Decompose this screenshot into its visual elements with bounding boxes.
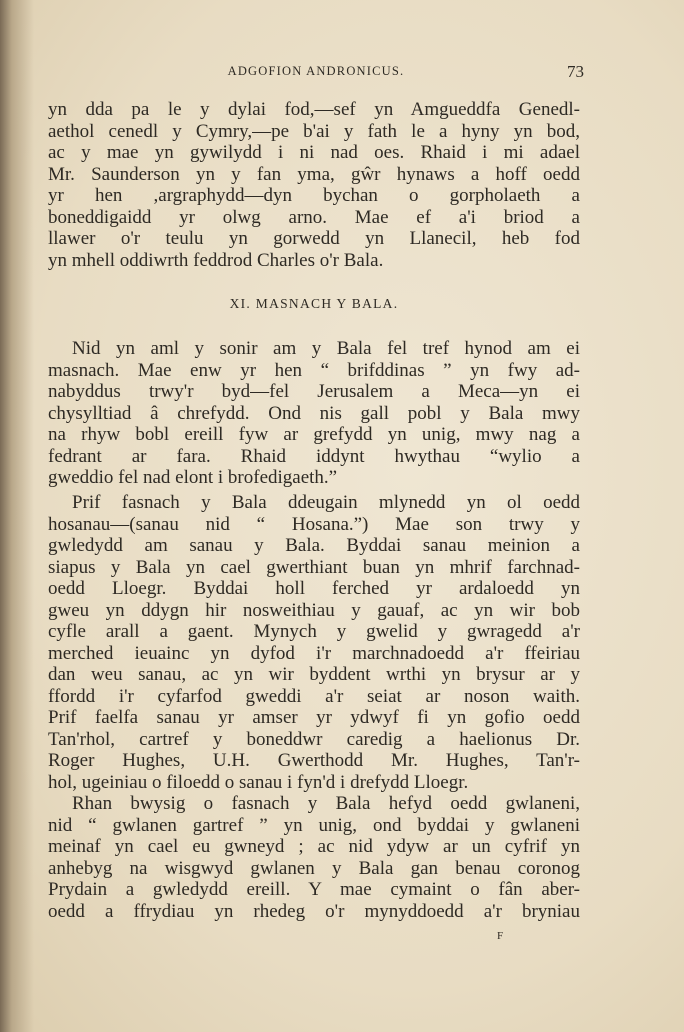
text-line: na rhyw bobl ereill fyw ar grefydd yn unig, mwy nag a [48,424,580,445]
text-line: nabyddus trwy'r byd—fel Jerusalem a Meca—yn ei [48,381,580,402]
text-line: llawer o'r teulu yn gorwedd yn Llanecil, heb fod [48,228,580,249]
text-line: merched ieuainc yn dyfod i'r marchnadoedd a'r ffeiriau [48,642,580,664]
text-line: Tan'rhol, cartref y boneddwr caredig a haelionus Dr. [48,728,580,750]
text-line: fedrant ar fara. Rhaid iddynt hwythau “wylio a [48,445,580,467]
spine-shadow [0,0,34,1032]
paragraph-2 [48,492,580,793]
text-line: hosanau—(sanau nid “ Hosana.”) Mae son trwy y [48,513,580,535]
text-line: oedd Lloegr. Byddai holl ferched yr ardaloedd yn [48,578,580,599]
text-line: meinaf yn cael eu gwneyd ; ac nid ydyw ar un cyfrif yn [48,836,580,857]
text-line: Prif faelfa sanau yr amser yr ydwyf fi yn gofio oedd [48,707,580,728]
page-number: 73 [567,62,584,81]
running-title: ADGOFION ANDRONICUS. [227,64,405,78]
text-line: nid “ gwlanen gartref ” yn unig, ond byddai y gwlaneni [48,814,580,836]
text-line: Mr. Saunderson yn y fan yma, gŵr hynaws a hoff oedd [48,163,580,185]
paragraph-top [48,99,580,271]
paragraph-3 [48,793,580,922]
paragraph-1 [48,338,580,489]
text-line: anhebyg na wisgwyd gwlanen y Bala gan benau coronog [48,857,580,879]
text-line: ac y mae yn gywilydd i ni nad oes. Rhaid i mi adael [48,142,580,163]
text-line: hol, ugeiniau o filoedd o sanau i fyn'd i drefydd Lloegr. [48,771,469,793]
text-line: oedd a ffrydiau yn rhedeg o'r mynyddoedd a'r bryniau [48,900,580,922]
text-line: chysylltiad â chrefydd. Ond nis gall pobl y Bala mwy [48,402,580,424]
text-line: yn mhell oddiwrth feddrod Charles o'r Bala. [48,249,384,271]
text-line: yn dda pa le y dylai fod,—sef yn Amgueddfa Genedl- [48,99,580,120]
text-line: ffordd i'r cyfarfod gweddi a'r seiat ar noson waith. [48,685,580,707]
section-heading: XI. MASNACH Y BALA. [229,296,399,311]
text-line: siapus y Bala yn cael gwerthiant buan yn mhrif farchnad- [48,556,580,578]
signature-mark: F [497,930,505,942]
text-line: Prydain a gwledydd ereill. Y mae cymaint o fân aber- [48,879,580,900]
text-line: yr hen ,argraphydd—dyn bychan o gorpholaeth a [48,185,580,206]
text-line: aethol cenedl y Cymry,—pe b'ai y fath le a hyny yn bod, [48,120,580,142]
text-line: masnach. Mae enw yr hen “ brifddinas ” yn fwy ad- [48,359,580,381]
text-line: Prif fasnach y Bala ddeugain mlynedd yn ol oedd [72,492,580,513]
text-line: gweddio fel nad elont i brofedigaeth.” [48,467,338,488]
text-line: Rhan bwysig o fasnach y Bala hefyd oedd gwlaneni, [72,793,580,814]
text-line: dan weu sanau, ac yn wir byddent wrthi yn brysur ar y [48,664,580,685]
text-line: Roger Hughes, U.H. Gwerthodd Mr. Hughes, Tan'r- [48,750,580,771]
text-line: cyfle arall a gaent. Mynych y gwelid y gwragedd a'r [48,621,580,642]
text-line: Nid yn aml y sonir am y Bala fel tref hynod am ei [72,338,580,359]
text-line: gwledydd am sanau y Bala. Byddai sanau meinion a [48,535,580,556]
text-line: gweu yn ddygn hir nosweithiau y gauaf, ac yn wir bob [48,599,580,621]
text-line: boneddigaidd yr olwg arno. Mae ef a'i briod a [48,206,580,228]
